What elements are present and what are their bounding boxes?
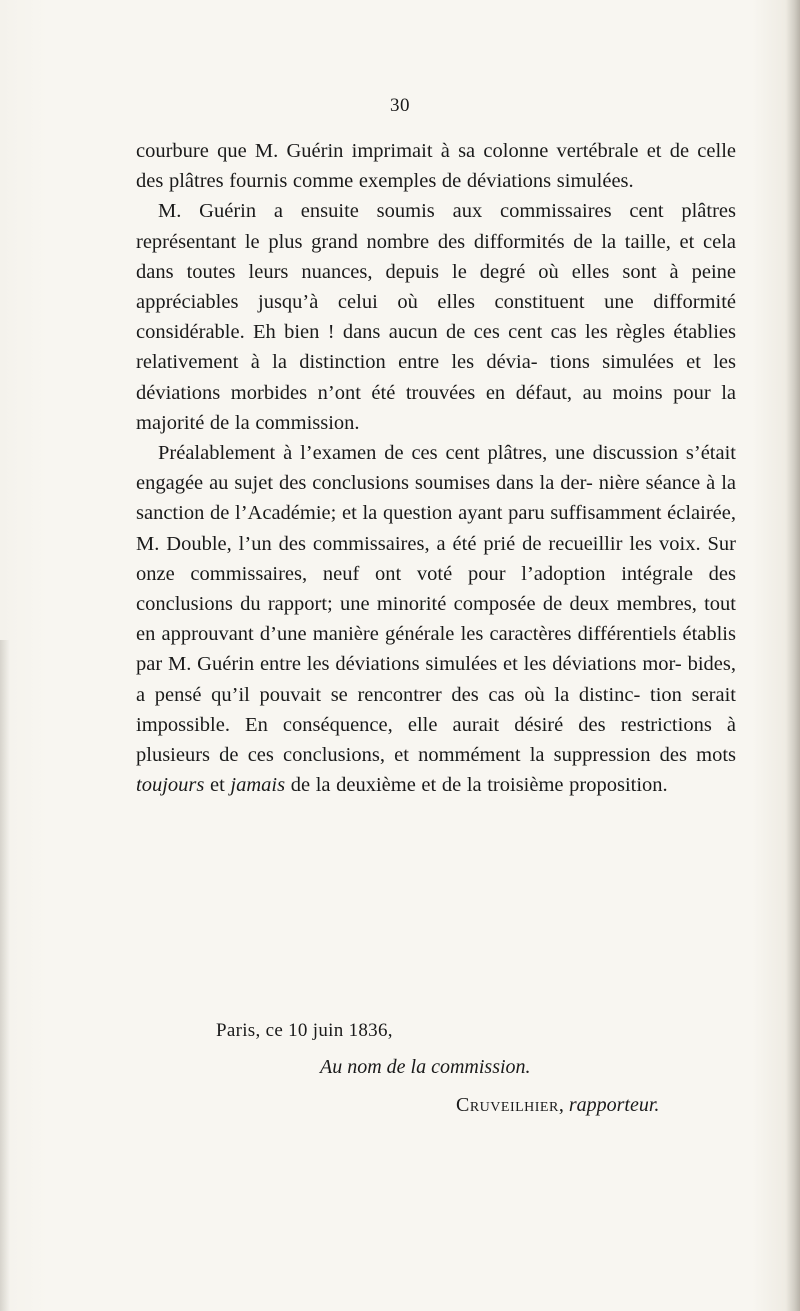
paragraph-3-mid: et	[204, 774, 231, 797]
emphasis-toujours: toujours	[136, 774, 205, 797]
emphasis-jamais: jamais	[230, 774, 286, 797]
signature-separator: ,	[558, 1094, 569, 1116]
paragraph-3-tail: de la deuxième et de la troisième proposition.	[285, 774, 668, 797]
page-number: 30	[390, 95, 410, 116]
rapporteur-name: Cruveilhier	[456, 1094, 559, 1116]
body-text	[136, 136, 736, 800]
rapporteur-role: rapporteur.	[568, 1094, 660, 1116]
paragraph-1: courbure que M. Guérin imprimait à sa colonne vertébrale et de celle des plâtres fournis comme exemples de déviations simulées.	[136, 140, 736, 193]
signature-commission: Au nom de la commission.	[320, 1056, 531, 1078]
signature-name	[456, 1094, 659, 1117]
signature-date: Paris, ce 10 juin 1836,	[216, 1020, 393, 1041]
paragraph-3-text: Préalablement à l’examen de ces cent plâtres, une discussion s’était engagée au sujet des conclusions soumises dans la der- nière séance à la sanction de l’Académie; et la question ayant paru suffisamment éclairée, M. Double, l’un des commissaires, a été prié de recueillir les voix. Sur onze commissaires, neuf ont voté pour l’adoption intégrale des conclusions du rapport; une minorité composée de deux membres, tout en approuvant d’une manière générale les caractères différentiels établis par M. Guérin entre les déviations simulées et les déviations mor- bides, a pensé qu’il pouvait se rencontrer des cas où la distinc- tion serait impossible. En conséquence, elle aurait désiré des restrictions à plusieurs de ces conclusions, et nommément la suppression des mots	[136, 442, 736, 767]
paragraph-2: M. Guérin a ensuite soumis aux commissaires cent plâtres représentant le plus grand nombre des difformités de la taille, et cela dans toutes leurs nuances, depuis le degré où elles sont à peine appréciables jusqu’à celui où elles constituent une difformité considérable. Eh bien ! dans aucun de ces cent cas les règles établies relativement à la distinction entre les dévia- tions simulées et les déviations morbides n’ont été trouvées en défaut, au moins pour la majorité de la commission.	[136, 200, 736, 434]
page-left-shadow	[0, 640, 10, 1311]
page-edge-shadow	[786, 0, 800, 1311]
paragraph-3	[136, 438, 736, 800]
